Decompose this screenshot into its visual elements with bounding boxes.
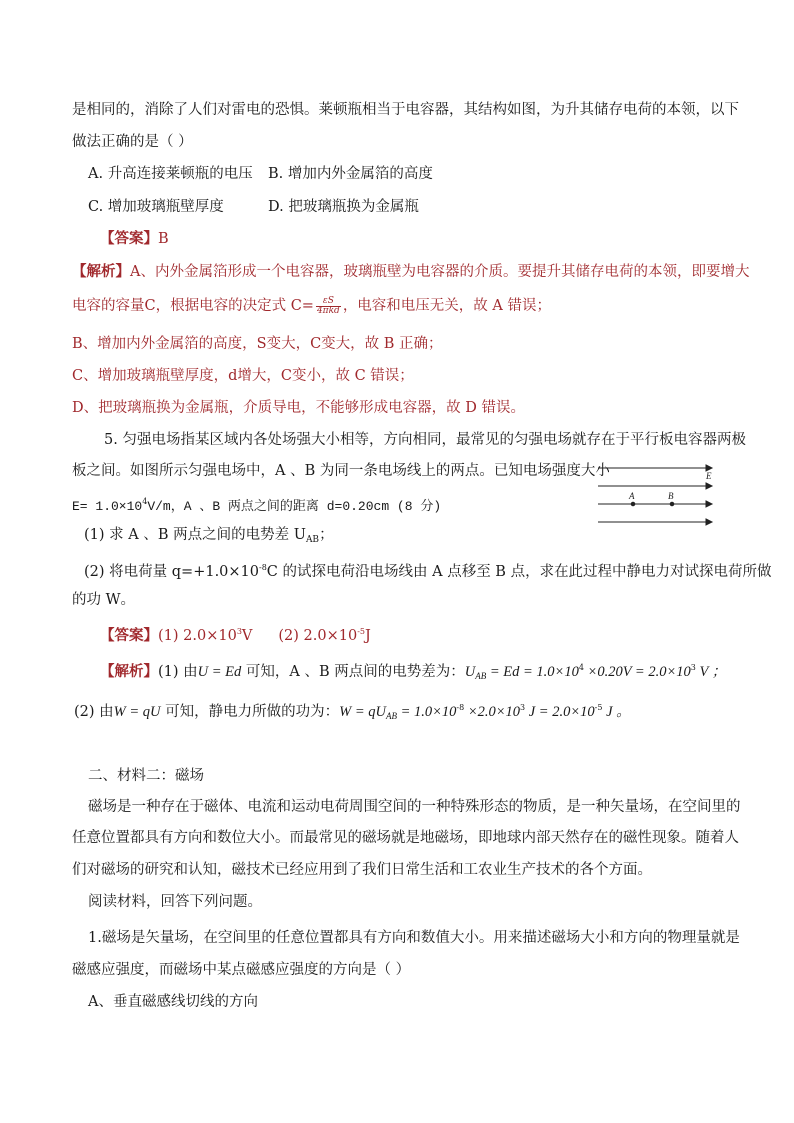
q5-answer-2: (2) 2.0×10: [278, 628, 358, 644]
q5-analysis-1-calc: U: [464, 664, 476, 680]
point-b-dot: [670, 502, 674, 506]
field-label-e: E: [706, 471, 712, 481]
q5-analysis-2-exp2: 3: [520, 703, 526, 712]
q5-sub2-rest: C 的试探电荷沿电场线由 A 点移至 B 点，求在此过程中静电力对试探电荷所做: [266, 564, 772, 580]
q4-option-a-label: A. 升高连接莱顿瓶的电压: [88, 166, 253, 182]
q4-option-c-label: C. 增加玻璃瓶壁厚度: [88, 199, 224, 215]
q4-answer: [100, 229, 169, 249]
q4-analysis-line1: [72, 262, 749, 282]
field-arrow-3: [706, 501, 712, 507]
q5-stem-line3-rest: V/m，A 、B 两点之间的距离 d=0.20cm (8 分): [147, 499, 442, 514]
q5-analysis-2-mid: 可知，静电力所做的功为：: [160, 704, 340, 720]
q5-analysis-1-pre: (1) 由: [158, 664, 198, 680]
q5-analysis-1-calc-rest: = Ed = 1.0×10: [486, 664, 579, 680]
q5-analysis-1-calc-sub: AB: [475, 671, 487, 681]
q5-analysis-line2: [74, 698, 631, 726]
point-a-dot: [631, 502, 635, 506]
q5-answer: [100, 622, 371, 646]
q4-option-b-label: B. 增加内外金属箔的高度: [268, 166, 433, 182]
q5-analysis-1-calc-rest2: ×0.20V = 2.0×10: [583, 664, 691, 680]
q5-answer-2-exp: -5: [357, 627, 365, 636]
q5-sub2: [84, 558, 772, 582]
section2-para-line1: 磁场是一种存在于磁体、电流和运动电荷周围空间的一种特殊形态的物质，是一种矢量场，在空间里的: [88, 799, 741, 815]
q5-stem-line3: [72, 492, 441, 517]
q5-analysis-2-calc-sub: AB: [385, 711, 397, 721]
section2-q1-line1: 1.磁场是矢量场，在空间里的任意位置都具有方向和数值大小。用来描述磁场大小和方向的物理量就是: [88, 930, 740, 946]
q5-answer-1-unit: V: [241, 628, 253, 644]
capacitance-formula: [316, 297, 341, 316]
q5-analysis-1-mid: 可知，A 、B 两点间的电势差为：: [241, 664, 465, 680]
q5-stem-line2: 板之间。如图所示匀强电场中，A 、B 为同一条电场线上的两点。已知电场强度大小: [72, 463, 610, 479]
section2-q1-line2: 磁感应强度，而磁场中某点磁感应强度的方向是（ ）: [72, 962, 411, 978]
section2-para-line2: 任意位置都具有方向和数位大小。而最常见的磁场就是地磁场，即地球内部天然存在的磁性现象。随着人: [72, 830, 739, 846]
q5-analysis-2-exp1: -8: [456, 703, 465, 712]
section2-q1-option-a-label: A、垂直磁感线切线的方向: [88, 994, 258, 1010]
q4-answer-tag: 【答案】: [100, 230, 158, 247]
q4-answer-value: B: [158, 231, 169, 247]
q4-option-b[interactable]: [268, 164, 433, 184]
q4-option-d[interactable]: [268, 197, 419, 217]
q5-analysis-tag: 【解析】: [100, 663, 158, 680]
section2-q1-option-a[interactable]: [88, 992, 258, 1012]
section2-heading: 二、材料二：磁场: [88, 768, 204, 784]
q5-sub2-text: (2) 将电荷量 q=+1.0×10: [84, 564, 259, 580]
q5-sub1: [84, 525, 334, 550]
formula-numerator: εS: [316, 297, 341, 307]
q4-analysis-tag: 【解析】: [72, 263, 130, 280]
q5-analysis-2-calc-end: J 。: [602, 704, 631, 720]
q5-analysis-2-calc-rest2: ×2.0×10: [464, 704, 521, 720]
q5-analysis-1-exp2: 3: [690, 663, 696, 672]
q5-analysis-2-exp3: -5: [594, 703, 603, 712]
q5-analysis-1-formula: U = Ed: [197, 664, 242, 680]
q5-answer-2-unit: J: [365, 628, 371, 644]
q5-answer-1-exp: 3: [236, 627, 242, 636]
q5-sub2-line2: 的功 W。: [72, 592, 136, 608]
q5-answer-tag: 【答案】: [100, 627, 158, 644]
q5-sub1-subscript: AB: [305, 535, 320, 545]
section2-instruction: 阅读材料，回答下列问题。: [88, 894, 262, 910]
electric-field-figure: [596, 462, 716, 532]
q4-option-a[interactable]: [88, 164, 253, 184]
q4-analysis-text2-post: ，电容和电压无关，故 A 错误；: [342, 298, 552, 314]
q4-analysis-line2: [72, 296, 551, 316]
point-b-label: B: [668, 491, 674, 501]
q5-analysis-1-exp1: 4: [578, 663, 584, 672]
q4-stem-line1: 是相同的，消除了人们对雷电的恐惧。莱顿瓶相当于电容器，其结构如图，为升其储存电荷的本领，以下: [72, 102, 739, 118]
q5-stem-line1: 5. 匀强电场指某区域内各处场强大小相等，方向相同，最常见的匀强电场就存在于平行板电容器两极: [104, 432, 746, 448]
q5-sub1-end: ；: [319, 527, 334, 543]
q5-analysis-2-calc-rest: = 1.0×10: [396, 704, 457, 720]
field-arrow-4: [706, 519, 712, 525]
point-a-label: A: [629, 491, 635, 501]
q5-analysis-2-calc-rest3: J = 2.0×10: [525, 704, 595, 720]
q5-sub1-text: (1) 求 A 、B 两点之间的电势差 U: [84, 527, 306, 543]
q5-analysis-line1: [100, 658, 726, 686]
q5-field-exp: 4: [142, 497, 148, 506]
q5-analysis-2-pre: (2) 由: [74, 704, 114, 720]
q4-option-c[interactable]: [88, 197, 224, 217]
q4-analysis-line4: C、增加玻璃瓶壁厚度，d增大，C变小，故 C 错误；: [72, 368, 414, 384]
field-arrow-2: [706, 483, 712, 489]
q4-analysis-text2-pre: 电容的容量C，根据电容的决定式 C=: [72, 298, 314, 314]
q5-analysis-1-calc-end: V ；: [695, 664, 727, 680]
q5-answer-1: (1) 2.0×10: [158, 628, 237, 644]
q4-analysis-line5: D、把玻璃瓶换为金属瓶，介质导电，不能够形成电容器，故 D 错误。: [72, 400, 525, 416]
q5-sub2-exp: -8: [259, 563, 267, 572]
q5-analysis-2-calc: W = qU: [339, 704, 386, 720]
q4-analysis-line3: B、增加内外金属箔的高度，S变大，C变大，故 B 正确；: [72, 336, 443, 352]
q5-field-strength: E= 1.0×10: [72, 499, 143, 514]
q4-analysis-text1: A、内外金属箔形成一个电容器，玻璃瓶壁为电容器的介质。要提升其储存电荷的本领，即要增大: [130, 264, 750, 280]
formula-denominator: 4πkd: [316, 305, 340, 316]
q5-analysis-2-formula: W = qU: [113, 704, 161, 720]
q4-stem-line2: 做法正确的是（ ）: [72, 134, 193, 150]
section2-para-line3: 们对磁场的研究和认知，磁技术已经应用到了我们日常生活和工农业生产技术的各个方面。: [72, 862, 652, 878]
q4-option-d-label: D. 把玻璃瓶换为金属瓶: [268, 199, 419, 215]
